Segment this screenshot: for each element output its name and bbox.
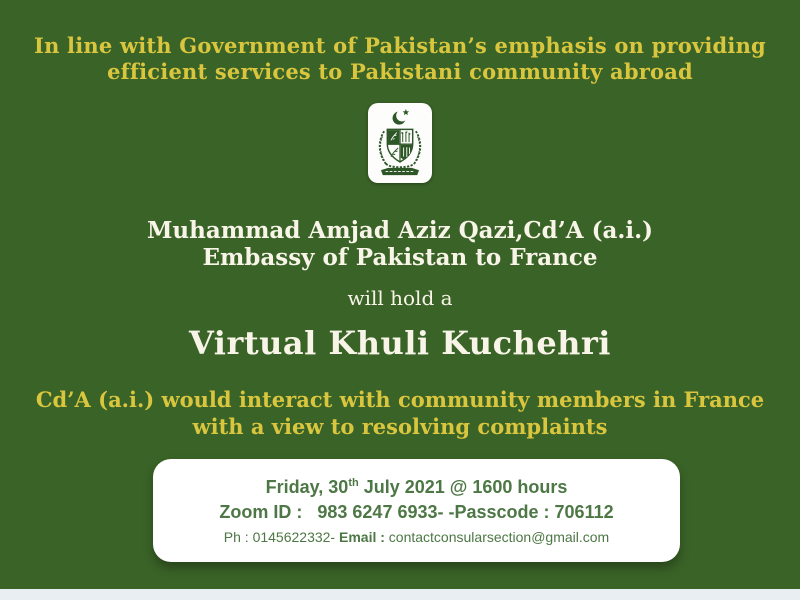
emblem-container [0,103,800,213]
schedule-ordinal: th [348,477,359,489]
email-address: contactconsularsection@gmail.com [388,529,610,545]
official-name: Muhammad Amjad Aziz Qazi,Cd’A (a.i.) [146,217,654,244]
bottom-strip [0,589,800,600]
schedule-line [153,471,680,499]
top-note [0,33,800,85]
organization-name: Embassy of Pakistan to France [202,244,598,271]
officials-block [0,217,800,271]
schedule-time: July 2021 @ 1600 hours [358,477,568,497]
schedule-date: Friday, 30 [265,477,349,497]
phone-number: Ph : 0145622332- [223,529,339,545]
description-line-2: with a view to resolving complaints [192,414,608,439]
zoom-credentials-line: Zoom ID : 983 6247 6933- -Passcode : 706112 [219,502,614,522]
email-label: Email : [339,529,389,545]
top-note-line-2: efficient services to Pakistani community abroad [107,59,693,84]
top-note-line-1: In line with Government of Pakistan’s emphasis on providing [34,33,766,58]
event-info-card [153,459,680,562]
event-title: Virtual Khuli Kuchehri [189,324,611,362]
event-description [0,386,800,440]
pakistan-emblem-graphic [371,106,429,180]
pakistan-emblem-icon [368,103,432,183]
contact-line [153,525,680,549]
intro-line: will hold a [347,286,453,310]
emblem-reflection [368,183,432,213]
description-line-1: Cd’A (a.i.) would interact with community members in France [35,387,765,412]
